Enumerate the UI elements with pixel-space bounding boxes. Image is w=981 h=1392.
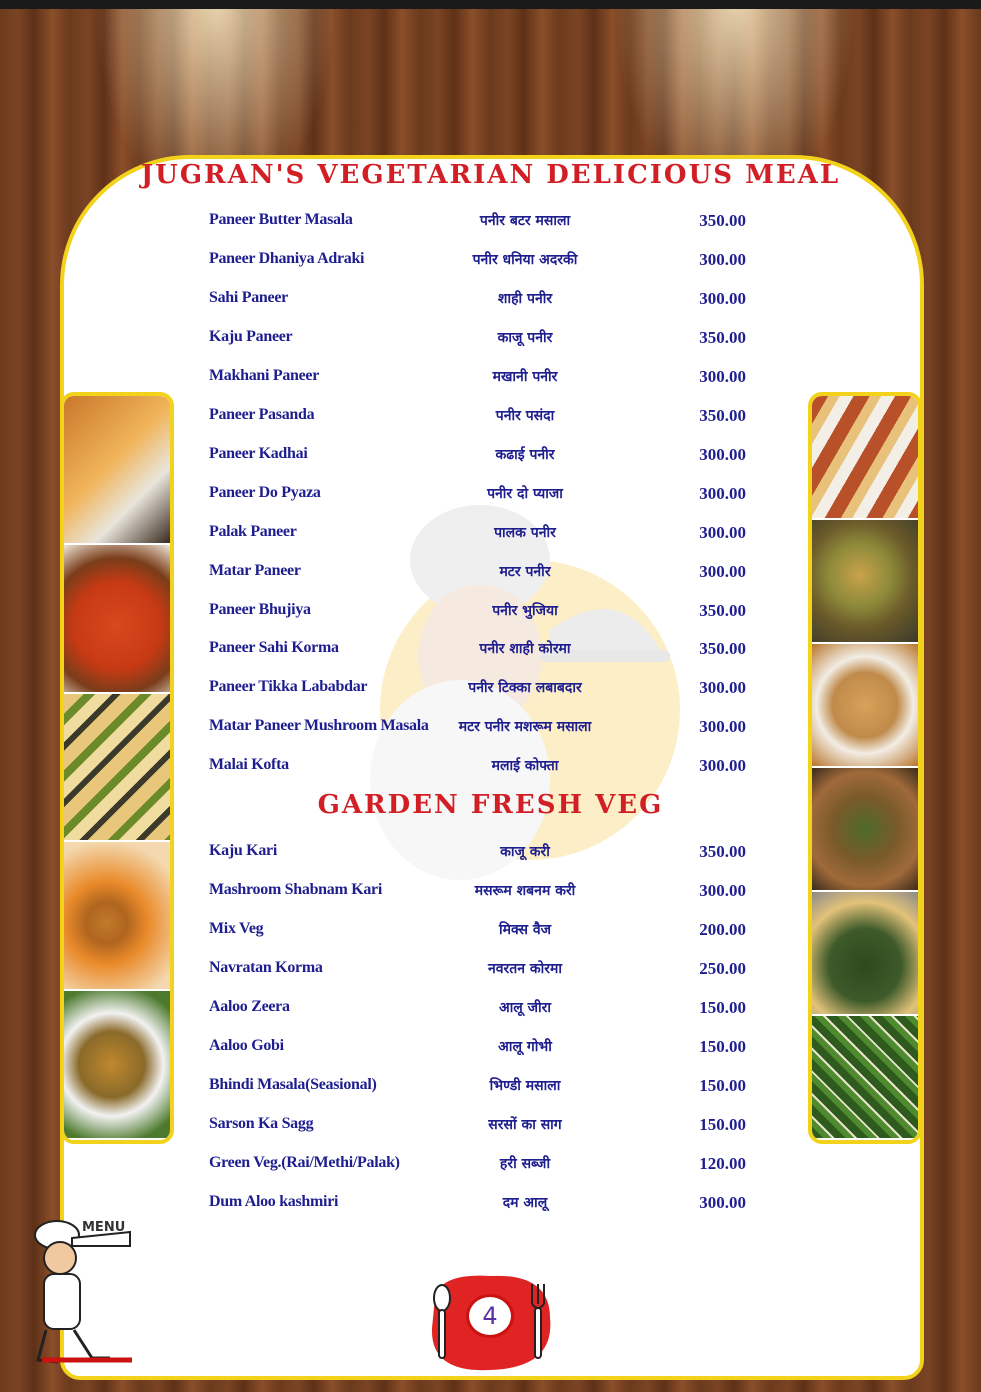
menu-item-price: 350.00 (699, 405, 746, 425)
menu-item-row (0, 750, 981, 780)
menu-item-name-hindi: नवरतन कोरमा (487, 960, 562, 977)
menu-item-price: 300.00 (699, 1192, 746, 1212)
menu-item-name-hindi: काजू पनीर (497, 329, 553, 346)
menu-item-name-hindi: शाही पनीर (497, 290, 553, 307)
menu-item-row (0, 478, 981, 508)
menu-item-name: Mashroom Shabnam Kari (209, 880, 382, 898)
menu-item-name: Malai Kofta (209, 756, 289, 774)
menu-item-row (0, 1109, 981, 1139)
menu-item-name: Kaju Kari (209, 842, 277, 859)
menu-item-price: 150.00 (699, 1114, 746, 1134)
menu-item-row (0, 322, 981, 352)
menu-item-name-hindi: पनीर दो प्याजा (487, 485, 563, 502)
menu-item-name: Palak Paneer (209, 522, 297, 540)
menu-item-row (0, 400, 981, 430)
page-number: 4 (466, 1294, 514, 1338)
menu-item-price: 150.00 (699, 1036, 746, 1056)
menu-item-row (0, 439, 981, 469)
menu-item-price: 300.00 (699, 678, 746, 698)
menu-item-row (0, 953, 981, 983)
section-title: JUGRAN'S VEGETARIAN DELICIOUS MEAL (140, 160, 841, 190)
menu-item-name: Dum Aloo kashmiri (209, 1192, 339, 1210)
menu-item-price: 300.00 (699, 880, 746, 900)
menu-item-name-hindi: मिक्स वैज (498, 921, 552, 938)
menu-item-name: Green Veg.(Rai/Methi/Palak) (209, 1153, 400, 1171)
menu-item-name-hindi: मखानी पनीर (492, 368, 558, 385)
menu-item-row (0, 633, 981, 663)
menu-item-name: Navratan Korma (209, 958, 323, 976)
menu-item-row (0, 205, 981, 235)
menu-item-row (0, 595, 981, 625)
menu-item-name-hindi: पनीर शाही कोरमा (479, 641, 571, 658)
menu-item-name-hindi: मलाई कोफ्ता (491, 758, 559, 775)
menu-item-row (0, 836, 981, 866)
menu-item-price: 350.00 (699, 639, 746, 659)
menu-item-price: 300.00 (699, 249, 746, 269)
menu-item-name-hindi: पनीर धनिया अदरकी (472, 251, 578, 268)
menu-item-name: Paneer Kadhai (209, 444, 308, 462)
menu-item-price: 300.00 (699, 483, 746, 503)
menu-item-name-hindi: काजू करी (500, 844, 550, 860)
menu-item-name: Aaloo Gobi (209, 1036, 284, 1054)
menu-item-row (0, 283, 981, 313)
menu-item-price: 150.00 (699, 1075, 746, 1095)
menu-item-row (0, 711, 981, 741)
menu-item-name-hindi: मटर पनीर (499, 563, 551, 580)
menu-item-name-hindi: मटर पनीर मशरूम मसाला (458, 719, 592, 736)
menu-item-price: 350.00 (699, 327, 746, 347)
menu-item-name-hindi: पनीर टिक्का लबाबदार (468, 680, 582, 697)
menu-item-name: Paneer Pasanda (209, 405, 315, 423)
menu-item-price: 300.00 (699, 522, 746, 542)
menu-item-name: Paneer Dhaniya Adraki (209, 249, 365, 267)
menu-item-row (0, 1070, 981, 1100)
menu-item-name-hindi: भिण्डी मसाला (489, 1077, 561, 1094)
menu-item-name: Sarson Ka Sagg (209, 1114, 314, 1132)
menu-item-row (0, 992, 981, 1022)
menu-item-price: 300.00 (699, 366, 746, 386)
menu-item-name-hindi: आलू गोभी (498, 1038, 552, 1055)
menu-item-name: Paneer Bhujiya (209, 600, 311, 618)
menu-item-name-hindi: कढाई पनीर (495, 446, 555, 463)
menu-item-name: Sahi Paneer (209, 288, 288, 306)
menu-item-price: 120.00 (699, 1153, 746, 1173)
menu-item-price: 250.00 (699, 958, 746, 978)
menu-item-name: Makhani Paneer (209, 366, 320, 384)
menu-item-name-hindi: पालक पनीर (494, 524, 556, 541)
food-photo (812, 768, 918, 892)
menu-item-name: Aaloo Zeera (209, 997, 290, 1015)
menu-item-row (0, 672, 981, 702)
menu-item-name-hindi: हरी सब्जी (499, 1155, 551, 1172)
menu-item-name-hindi: पनीर बटर मसाला (479, 213, 571, 229)
menu-item-name: Paneer Sahi Korma (209, 639, 339, 657)
menu-item-name: Paneer Butter Masala (209, 211, 353, 228)
menu-item-name: Mix Veg (209, 919, 264, 937)
menu-item-price: 150.00 (699, 997, 746, 1017)
menu-item-name-hindi: आलू जीरा (498, 999, 552, 1016)
menu-item-name-hindi: मसरूम शबनम करी (474, 882, 576, 899)
menu-item-row (0, 361, 981, 391)
menu-item-name-hindi: पनीर पसंदा (495, 407, 555, 424)
menu-item-row (0, 244, 981, 274)
menu-item-row (0, 875, 981, 905)
section-title: GARDEN FRESH VEG (317, 790, 664, 820)
menu-item-name-hindi: पनीर भुजिया (492, 602, 558, 619)
menu-item-price: 350.00 (699, 600, 746, 620)
menu-item-name: Matar Paneer Mushroom Masala (209, 717, 429, 735)
menu-item-name: Bhindi Masala(Seasional) (209, 1075, 377, 1093)
menu-item-price: 300.00 (699, 288, 746, 308)
menu-item-price: 350.00 (699, 842, 746, 861)
menu-item-price: 200.00 (699, 919, 746, 939)
menu-label: MENU (82, 1220, 126, 1235)
menu-item-name: Kaju Paneer (209, 327, 293, 345)
menu-item-row (0, 1031, 981, 1061)
menu-item-price: 350.00 (699, 211, 746, 230)
menu-item-name: Matar Paneer (209, 561, 301, 579)
menu-item-price: 300.00 (699, 756, 746, 776)
menu-item-name-hindi: दम आलू (502, 1194, 548, 1211)
menu-item-row (0, 517, 981, 547)
menu-item-row (0, 914, 981, 944)
menu-item-name-hindi: सरसों का साग (488, 1116, 562, 1133)
menu-item-price: 300.00 (699, 561, 746, 581)
menu-item-row (0, 556, 981, 586)
top-bar (0, 0, 981, 9)
menu-item-name: Paneer Do Pyaza (209, 483, 321, 501)
menu-item-price: 300.00 (699, 444, 746, 464)
menu-item-name: Paneer Tikka Lababdar (209, 678, 368, 696)
menu-item-price: 300.00 (699, 717, 746, 737)
menu-item-row (0, 1148, 981, 1178)
